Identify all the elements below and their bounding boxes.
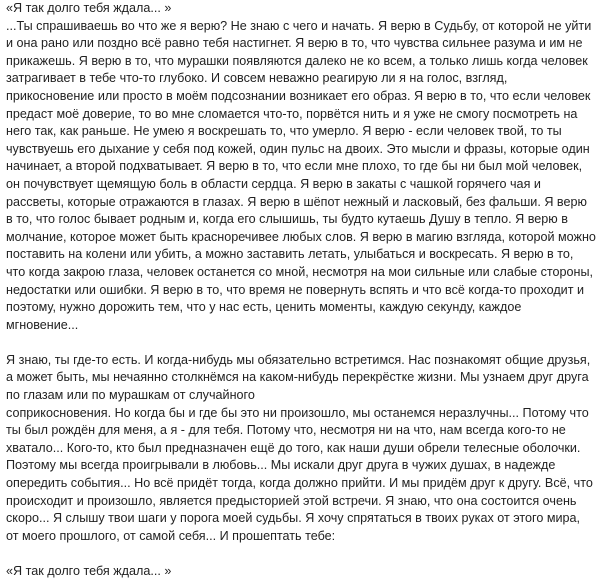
paragraph-spacer [6,334,596,352]
paragraph-2: Я знаю, ты где-то есть. И когда-нибудь мы обязательно встретимся. Нас познакомят общие друзья, а может быть, мы нечаянно столкнёмся на каком-нибудь перекрёстке жизни. Мы узнаем друг друга по глазам или по мурашкам от случайного соприкосновения. Но когда бы и где бы это ни произошло, мы останемся неразлучны... Потому что ты был рождён для меня, а я - для тебя. Потому что, несмотря ни на что, нам всегда кого-то не хватало... Кого-то, кто был предназначен ещё до того, как наши души обрели телесные оболочки. Поэтому мы всегда проигрывали в любовь... Мы искали друг друга в чужих душах, в надежде опередить события... Но всё придёт тогда, когда должно прийти. И мы придём друг к другу. Всё, что происходит и произошло, является предысторией этой встречи. Я знаю, что она состоится очень скоро... Я слышу твои шаги у порога моей судьбы. Я хочу спрятаться в твоих руках от этого мира, от моего прошлого, от самой себя... И прошептать тебе: [6,352,593,543]
opening-quote: «Я так долго тебя ждала... » [6,1,172,15]
paragraph-1: ...Ты спрашиваешь во что же я верю? Не знаю с чего и начать. Я верю в Судьбу, от которой не уйти и она рано или поздно всё равно тебя настигнет. Я верю в то, что чувства сильнее разума и им не прикажешь. Я верю в то, что мурашки появляются далеко не ко всем, а только лишь когда человек затрагивает в тебе что-то глубоко. И совсем неважно реагирую ли я на голос, взгляд, прикосновение или просто в моём подсознании возникает его образ. Я верю в то, что если человек предаст моё доверие, то во мне сломается что-то, порвётся нить и я уже не смогу посмотреть на него так, как раньше. Не умею я воскрешать то, что умерло. Я верю - если человек твой, то ты чувствуешь его дыхание у себя под кожей, один пульс на двоих. Это мысли и фразы, которые один начинает, а второй подхватывает. Я верю в то, что если мне плохо, то где бы ни был мой человек, он почувствует щемящую боль в области сердца. Я верю в закаты с чашкой горячего чая и рассветы, которые отражаются в глазах. Я верю в шёпот нежный и ласковый, без фальши. Я верю в то, что голос бывает родным и, когда его слышишь, ты будто кутаешь Душу в тепло. Я верю в молчание, которое может быть красноречивее любых слов. Я верю в магию взгляда, которой можно поставить на колени или убить, а можно заставить летать, улыбаться и воскресать. Я верю в то, что когда закрою глаза, человек останется со мной, несмотря на мои сильные или слабые стороны, недостатки или ошибки. Я верю в то, что время не повернуть вспять и что всё когда-то проходит и поэтому, нужно дорожить тем, что у нас есть, ценить моменты, каждую секунду, каждое мгновение... [6,18,596,332]
closing-quote: «Я так долго тебя ждала... » [6,564,172,578]
paragraph-spacer [6,545,596,563]
post-text [6,0,596,581]
